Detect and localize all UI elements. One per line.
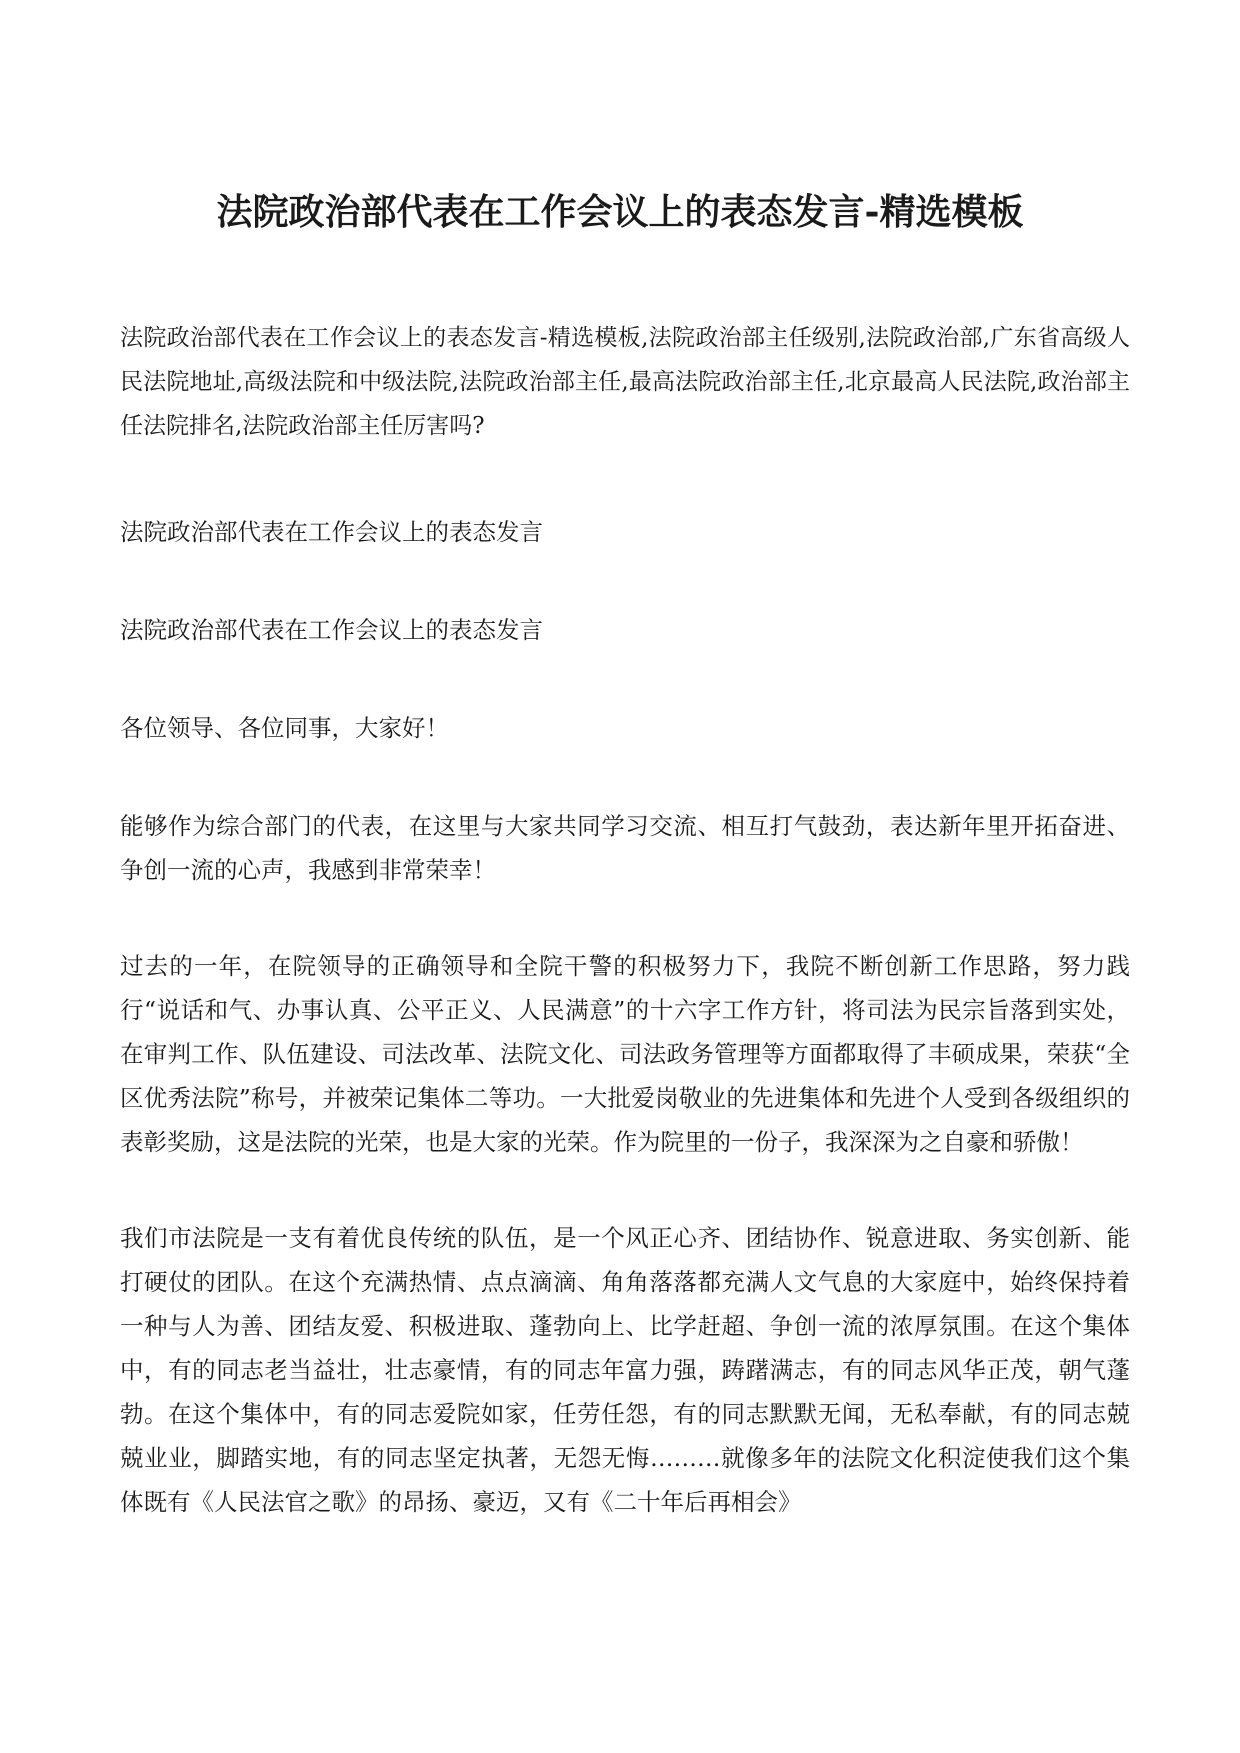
keywords-paragraph: 法院政治部代表在工作会议上的表态发言-精选模板,法院政治部主任级别,法院政治部,广东省高级人民法院地址,高级法院和中级法院,法院政治部主任,最高法院政治部主任,北京最高人民法院,政治部主任法院排名,法院政治部主任厉害吗? (120, 325, 1130, 439)
body-paragraph: 过去的一年，在院领导的正确领导和全院干警的积极努力下，我院不断创新工作思路，努力践行“说话和气、办事认真、公平正义、人民满意”的十六字工作方针，将司法为民宗旨落到实处，在审判工作、队伍建设、司法改革、法院文化、司法政务管理等方面都取得了丰硕成果，荣获“全区优秀法院”称号，并被荣记集体二等功。一大批爱岗敬业的先进集体和先进个人受到各级组织的表彰奖励，这是法院的光荣，也是大家的光荣。作为院里的一份子，我深深为之自豪和骄傲！ (120, 952, 1130, 1156)
heading-paragraph: 法院政治部代表在工作会议上的表态发言 (120, 518, 543, 546)
greeting-paragraph: 各位领导、各位同事，大家好！ (120, 714, 449, 742)
body-paragraph: 我们市法院是一支有着优良传统的队伍，是一个风正心齐、团结协作、锐意进取、务实创新、能打硬仗的团队。在这个充满热情、点点滴滴、角角落落都充满人文气息的大家庭中，始终保持着一种与人为善、团结友爱、积极进取、蓬勃向上、比学赶超、争创一流的浓厚氛围。在这个集体中，有的同志老当益壮，壮志豪情，有的同志年富力强，踌躇满志，有的同志风华正茂，朝气蓬勃。在这个集体中，有的同志爱院如家，任劳任怨，有的同志默默无闻，无私奉献，有的同志兢兢业业，脚踏实地，有的同志坚定执著，无怨无悔………就像多年的法院文化积淀使我们这个集体既有《人民法官之歌》的昂扬、豪迈，又有《二十年后再相会》 (120, 1224, 1130, 1516)
document-body (120, 316, 1130, 1576)
body-paragraph: 能够作为综合部门的代表，在这里与大家共同学习交流、相互打气鼓劲，表达新年里开拓奋进、争创一流的心声，我感到非常荣幸！ (120, 812, 1130, 884)
document-title: 法院政治部代表在工作会议上的表态发言-精选模板 (216, 191, 1024, 233)
heading-paragraph-repeat: 法院政治部代表在工作会议上的表态发言 (120, 616, 543, 644)
